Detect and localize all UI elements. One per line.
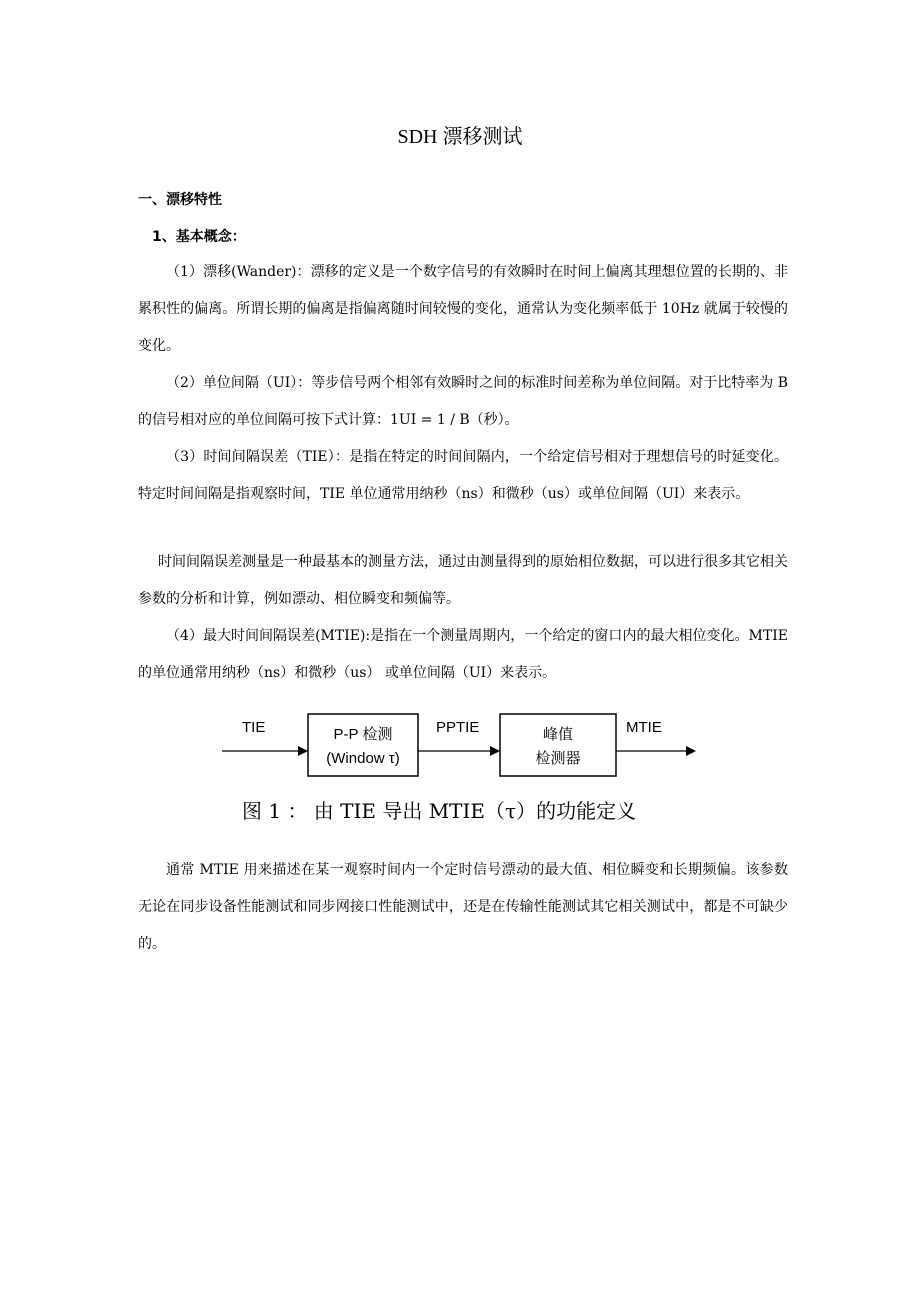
pp-detect-label: P-P 检测 (333, 726, 393, 743)
middle-arrow-head (490, 746, 500, 756)
document-title: SDH 漂移测试 (397, 126, 523, 148)
input-arrow-head (298, 746, 308, 756)
paragraph-tie-measurement: 时间间隔误差测量是一种最基本的测量方法，通过由测量得到的原始相位数据，可以进行很多其它相关参数的分析和计算，例如漂动、相位瞬变和频偏等。 (138, 554, 788, 607)
subsection-heading: 1、基本概念： (152, 229, 246, 245)
paragraph-mtie: （4）最大时间间隔误差(MTIE):是指在一个测量周期内，一个给定的窗口内的最大相位变化。MTIE 的单位通常用纳秒（ns）和微秒（us） 或单位间隔（UI）来表示。 (138, 628, 788, 681)
detector-label: 检测器 (535, 750, 581, 767)
diagram-output-label: MTIE (626, 719, 662, 736)
peak-label: 峰值 (542, 726, 574, 743)
window-tau-label: (Window τ) (326, 750, 400, 767)
diagram-pptie-label: PPTIE (436, 719, 480, 736)
section-heading: 一、漂移特性 (138, 192, 222, 208)
paragraph-unit-interval: （2）单位间隔（UI）：等步信号两个相邻有效瞬时之间的标准时间差称为单位间隔。对于比特率为 B 的信号相对应的单位间隔可按下式计算：1UI = 1 / B（秒）。 (138, 375, 788, 428)
paragraph-mtie-usage: 通常 MTIE 用来描述在某一观察时间内一个定时信号漂动的最大值、相位瞬变和长期频偏。该参数无论在同步设备性能测试和同步网接口性能测试中，还是在传输性能测试其它相关测试中，都是不可缺少的。 (138, 862, 788, 952)
mtie-block-diagram (222, 706, 702, 781)
figure-caption: 图 1 ： 由 TIE 导出 MTIE（τ）的功能定义 (242, 799, 637, 823)
paragraph-tie: （3）时间间隔误差（TIE）：是指在特定的时间间隔内，一个给定信号相对于理想信号的时延变化。特定时间间隔是指观察时间，TIE 单位通常用纳秒（ns）和微秒（us）或单位间隔（UI）来表示。 (138, 449, 788, 502)
paragraph-wander: （1）漂移(Wander)：漂移的定义是一个数字信号的有效瞬时在时间上偏离其理想位置的长期的、非累积性的偏离。所谓长期的偏离是指偏离随时间较慢的变化，通常认为变化频率低于 10Hz 就属于较慢的变化。 (138, 264, 788, 354)
diagram-input-label: TIE (242, 719, 266, 736)
output-arrow-head (686, 746, 696, 756)
